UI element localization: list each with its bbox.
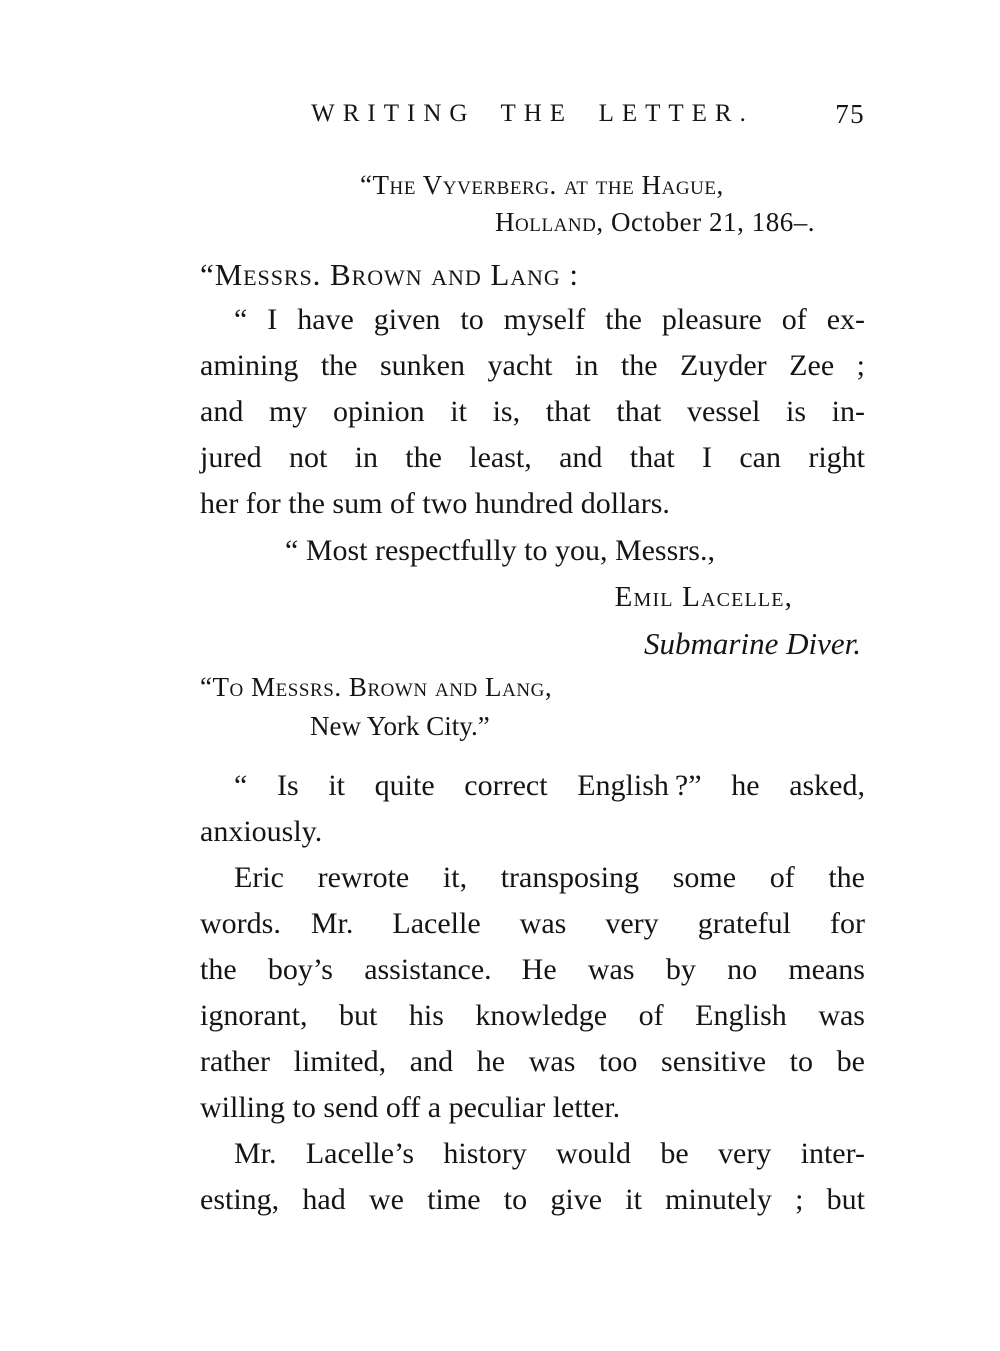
letter-dateline-rest: October 21, 186–. [603,207,816,237]
narrative-line: “ Is it quite correct English ?” he asked, [234,769,865,802]
letter-address-line: “To Messrs. Brown and Lang, [200,672,553,702]
narrative-line: the boy’s assistance. He was by no means [200,953,865,986]
letter-salutation: “Messrs. Brown and Lang : [200,257,579,292]
narrative-line: Mr. Lacelle’s history would be very inter- [234,1137,865,1170]
letter-body-line: “ I have given to myself the pleasure of ex- [234,303,865,336]
narrative-line: Eric rewrote it, transposing some of the [234,861,865,894]
letter-address-line: New York City.” [310,711,490,741]
narrative-line: rather limited, and he was too sensitive to be [200,1045,865,1078]
letter-body-line: amining the sunken yacht in the Zuyder Zee ; [200,349,865,382]
narrative-text [200,763,865,1223]
running-head [200,97,865,133]
page-content [200,97,865,1223]
narrative-line: esting, had we time to give it minutely ; but [200,1183,865,1216]
letter-body-line: her for the sum of two hundred dollars. [200,487,670,520]
letter-dateline-place: “The Vyverberg. at the Hague, [360,170,724,200]
narrative-line: willing to send off a peculiar letter. [200,1091,621,1124]
letter-closing: “ Most respectfully to you, Messrs., [285,534,715,567]
page-number: 75 [835,99,865,129]
narrative-line: anxiously. [200,815,323,848]
letter-signature-role: Submarine Diver. [644,626,861,661]
letter-dateline-country: Holland, [495,207,604,237]
narrative-line: ignorant, but his knowledge of English was [200,999,865,1032]
letter-dateline-date [495,204,865,241]
letter-body-line: and my opinion it is, that that vessel is in- [200,395,865,428]
letter-block [200,167,865,745]
page-title: WRITING THE LETTER. [311,100,754,127]
narrative-line: words. Mr. Lacelle was very grateful for [200,907,865,940]
letter-signature: Emil Lacelle, [614,581,793,613]
letter-body-line: jured not in the least, and that I can right [200,441,865,474]
